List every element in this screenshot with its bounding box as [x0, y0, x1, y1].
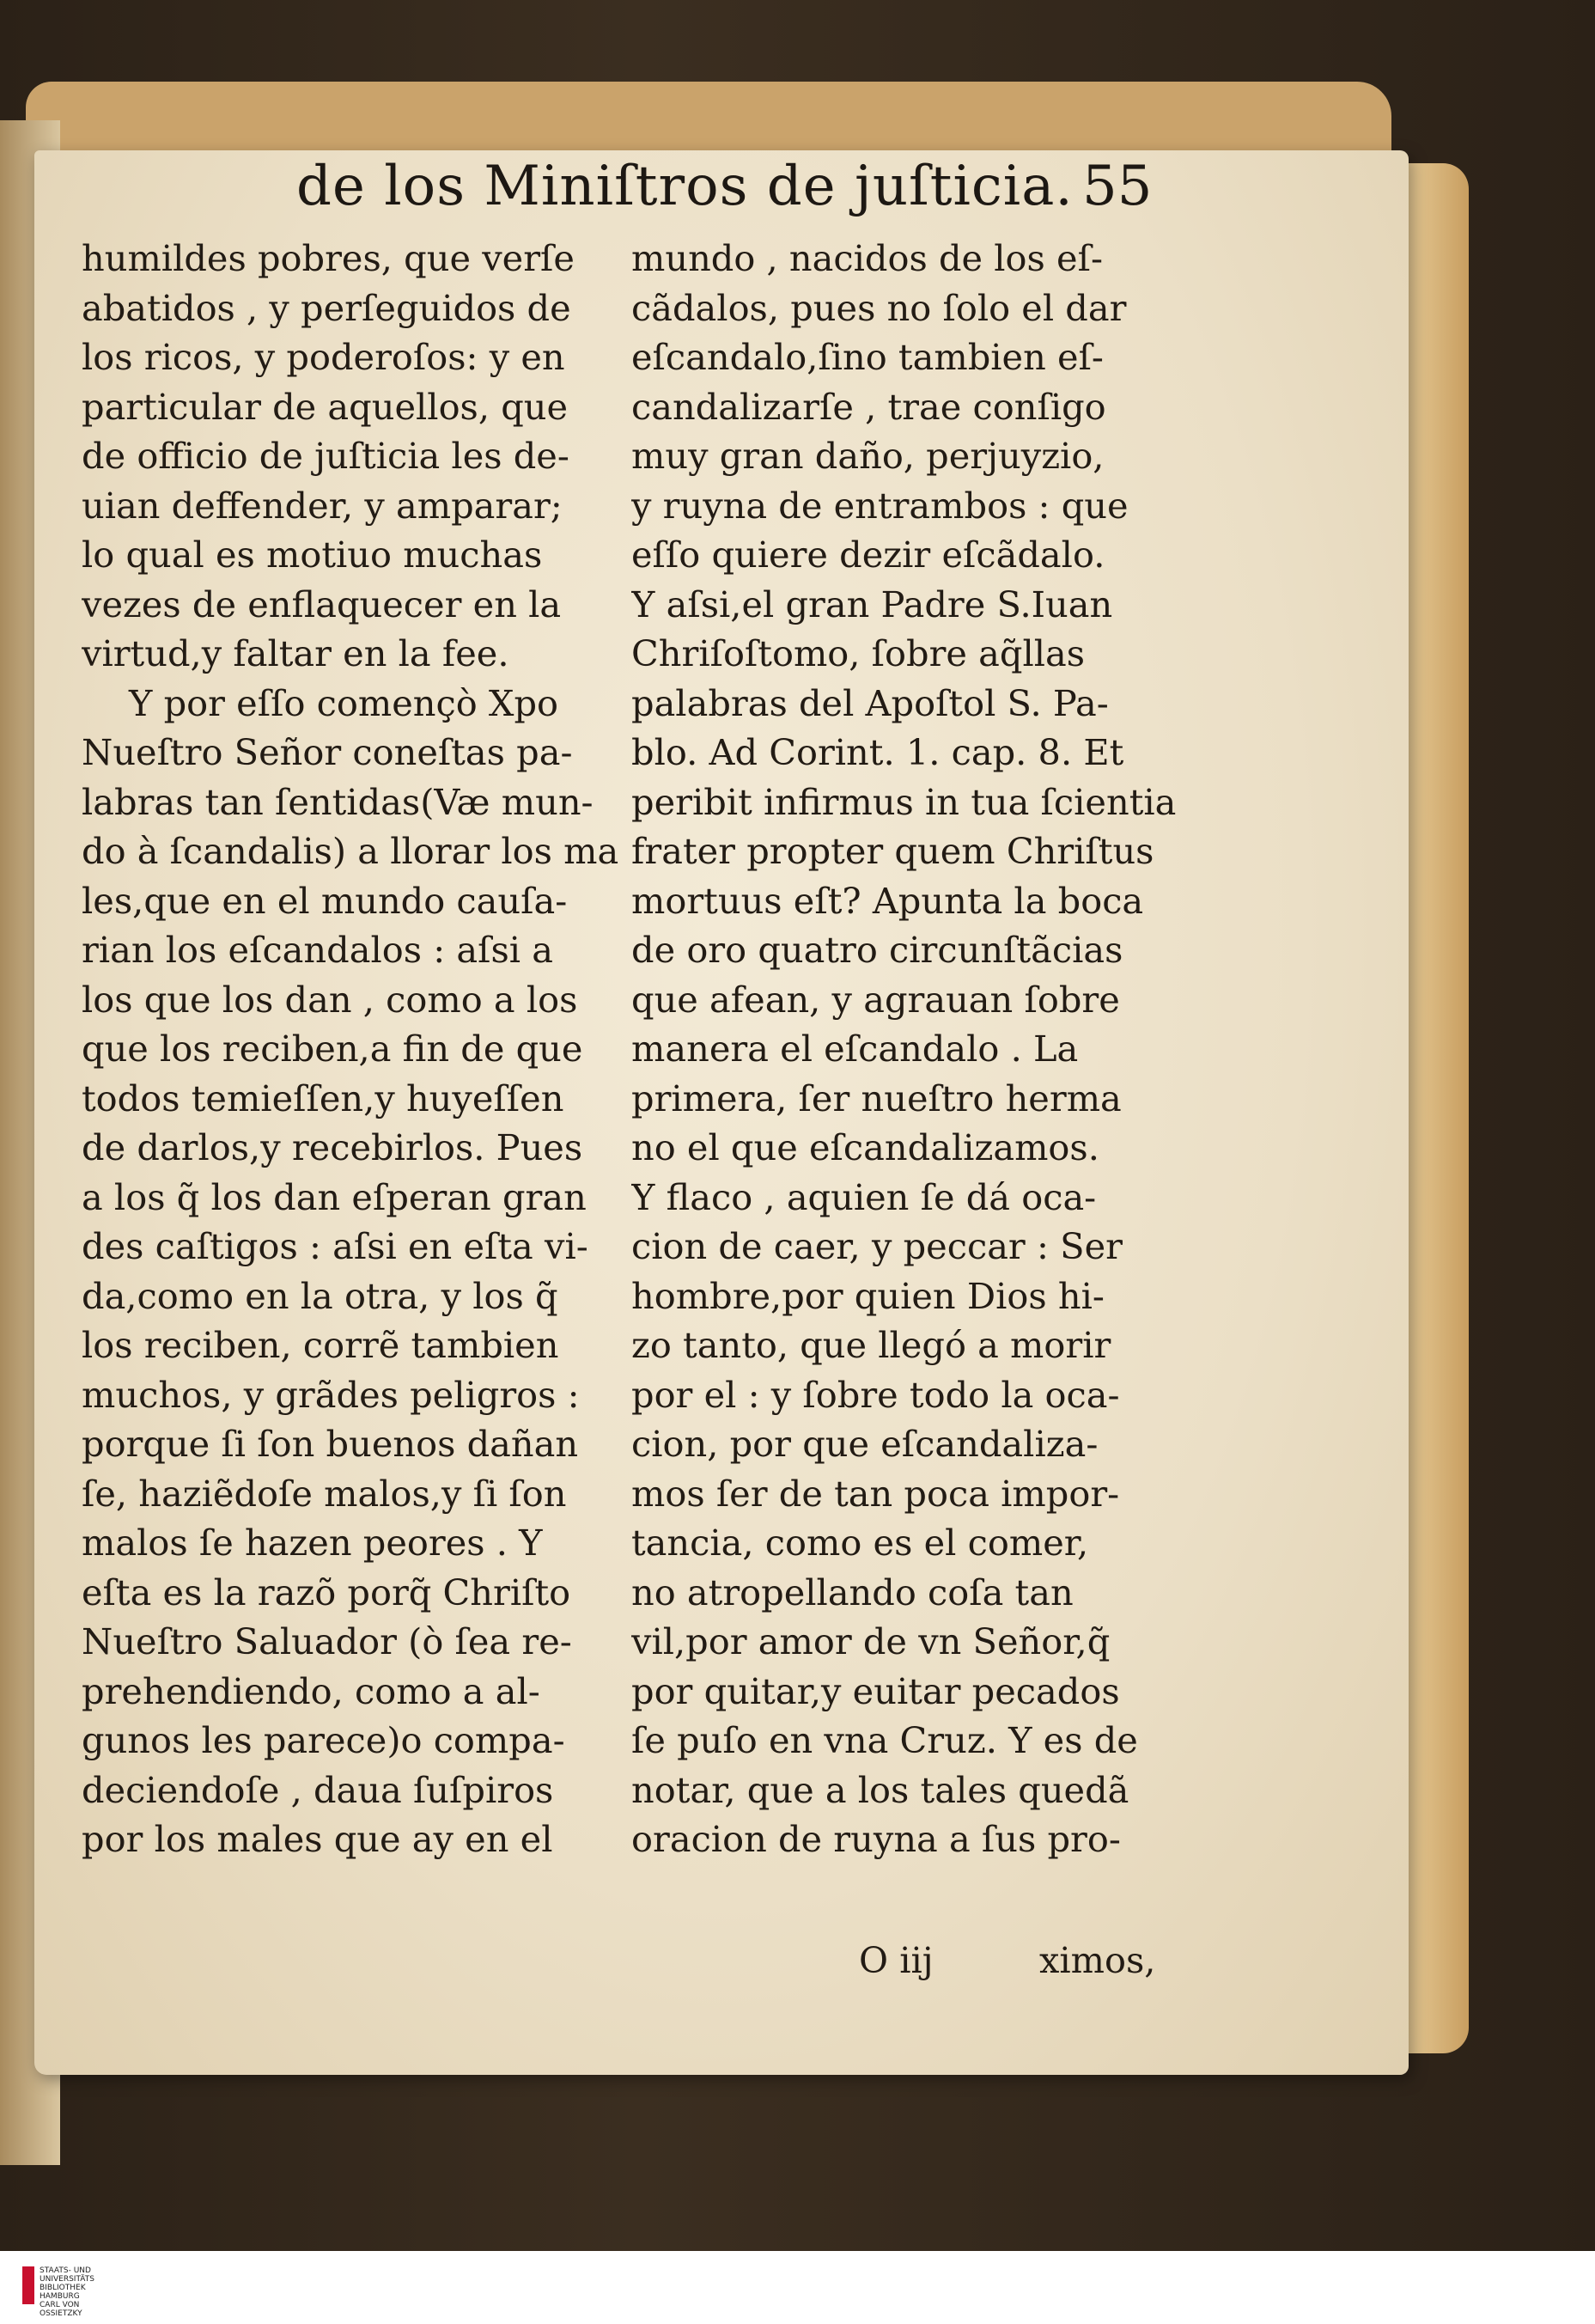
text-line: de darlos,y recebirlos. Pues — [82, 1126, 583, 1168]
text-line: palabras del Apoſtol S. Pa- — [631, 681, 1109, 724]
text-line: por los males que ay en el — [82, 1818, 553, 1860]
text-line: particular de aquellos, que — [82, 385, 569, 428]
text-line: les,que en el mundo cauſa- — [82, 879, 568, 922]
stamp-line: CARL VON OSSIETZKY — [40, 2301, 82, 2318]
text-line: notar, que a los tales quedã — [631, 1768, 1129, 1811]
text-line: peribit infirmus in tua ſcientia — [631, 780, 1177, 823]
text-line: humildes pobres, que verſe — [82, 237, 575, 279]
text-line: rian los eſcandalos : aſsi a — [82, 929, 553, 971]
text-line: ſe, haziẽdoſe malos,y ſi ſon — [82, 1472, 567, 1515]
text-line: abatidos , y perſeguidos de — [82, 286, 571, 329]
text-line: a los q̃ los dan eſperan gran — [82, 1175, 587, 1218]
text-line: lo qual es motiuo muchas — [82, 534, 543, 576]
text-line: virtud,y faltar en la fee. — [82, 632, 509, 674]
text-line: que los reciben,a fin de que — [82, 1028, 583, 1070]
text-line: por el : y ſobre todo la oca- — [631, 1373, 1120, 1416]
text-line: Y por eſſo començò Xpo — [129, 681, 559, 724]
text-line: de officio de juſticia les de- — [82, 435, 569, 477]
text-line: los que los dan , como a los — [82, 978, 578, 1021]
page-number: 55 — [1082, 155, 1153, 218]
stamp-line: HAMBURG — [40, 2292, 80, 2301]
text-line: mos ſer de tan poca impor- — [631, 1472, 1120, 1515]
text-line: Chriſoſtomo, ſobre aq̃llas — [631, 632, 1086, 674]
text-line: no el que eſcandalizamos. — [631, 1126, 1099, 1168]
text-line: muchos, y grãdes peligros : — [82, 1373, 580, 1416]
text-line: candalizarſe , trae conſigo — [631, 385, 1106, 428]
text-line: Y flaco , aquien ſe dá oca- — [631, 1175, 1097, 1218]
text-line: Nueſtro Señor coneſtas pa- — [82, 731, 573, 773]
scan-footer-strip — [0, 2251, 1595, 2324]
text-line: eſcandalo,ſino tambien eſ- — [631, 336, 1104, 378]
text-line: de oro quatro circunſtãcias — [631, 929, 1123, 971]
running-title: de los Miniſtros de juſticia. — [296, 155, 1074, 218]
text-line: eſta es la razõ porq̃ Chriſto — [82, 1571, 571, 1613]
text-line: manera el eſcandalo . La — [631, 1028, 1079, 1070]
text-line: mundo , nacidos de los eſ- — [631, 237, 1103, 279]
text-line: prehendiendo, como a al- — [82, 1669, 540, 1712]
library-logo-icon — [22, 2266, 34, 2304]
text-line: por quitar,y euitar pecados — [631, 1669, 1120, 1712]
text-line: cion, por que eſcandaliza- — [631, 1423, 1099, 1465]
right-text-column — [631, 234, 1198, 1864]
text-line: hombre,por quien Dios hi- — [631, 1274, 1105, 1317]
library-stamp-logo — [15, 2260, 119, 2318]
text-line: deciendoſe , daua ſuſpiros — [82, 1768, 554, 1811]
text-line: que afean, y agrauan ſobre — [631, 978, 1120, 1021]
text-line: cion de caer, y peccar : Ser — [631, 1225, 1123, 1267]
text-line: eſſo quiere dezir eſcãdalo. — [631, 534, 1105, 576]
text-line: porque ſi ſon buenos dañan — [82, 1423, 579, 1465]
text-line: oracion de ruyna a ſus pro- — [631, 1818, 1121, 1860]
page-header — [258, 155, 1160, 223]
catchword: ximos, — [1039, 1939, 1156, 1981]
text-line: malos ſe hazen peores . Y — [82, 1522, 543, 1564]
text-line: y ruyna de entrambos : que — [631, 484, 1129, 527]
text-line: uian deffender, y amparar; — [82, 484, 563, 527]
text-line: gunos les parece)o compa- — [82, 1719, 565, 1761]
text-line: labras tan ſentidas(Væ mun- — [82, 780, 594, 823]
text-line: da,como en la otra, y los q̃ — [82, 1274, 558, 1317]
text-line: blo. Ad Corint. 1. cap. 8. Et — [631, 731, 1124, 773]
text-line: mortuus eſt? Apunta la boca — [631, 879, 1144, 922]
text-line: muy gran daño, perjuyzio, — [631, 435, 1105, 477]
text-line: vezes de enflaquecer en la — [82, 583, 562, 625]
text-line: zo tanto, que llegó a morir — [631, 1324, 1111, 1366]
text-line: Nueſtro Saluador (ò ſea re- — [82, 1620, 572, 1662]
text-line: todos temieſſen,y huyeſſen — [82, 1077, 564, 1119]
text-line: los reciben, corrẽ tambien — [82, 1324, 559, 1366]
page-footer — [859, 1939, 1202, 1989]
text-line: Y aſsi,el gran Padre S.Iuan — [631, 583, 1113, 625]
text-line: des caſtigos : aſsi en eſta vi- — [82, 1225, 588, 1267]
text-line: no atropellando coſa tan — [631, 1571, 1074, 1613]
text-line: ſe puſo en vna Cruz. Y es de — [631, 1719, 1138, 1761]
text-line: primera, ſer nueſtro herma — [631, 1077, 1122, 1119]
text-line: cãdalos, pues no ſolo el dar — [631, 286, 1127, 329]
left-text-column — [82, 234, 631, 1864]
signature-mark: O iij — [859, 1939, 934, 1981]
library-stamp-text — [40, 2266, 119, 2318]
text-line: frater propter quem Chriſtus — [631, 830, 1154, 872]
text-line: vil,por amor de vn Señor,q̃ — [631, 1620, 1111, 1662]
text-line: tancia, como es el comer, — [631, 1522, 1089, 1564]
stamp-line: BIBLIOTHEK — [40, 2284, 86, 2292]
text-line: los ricos, y poderoſos: y en — [82, 336, 565, 378]
stamp-line: STAATS- UND UNIVERSITÄTS — [40, 2266, 94, 2284]
text-line: do à ſcandalis) a llorar los ma — [82, 830, 619, 872]
